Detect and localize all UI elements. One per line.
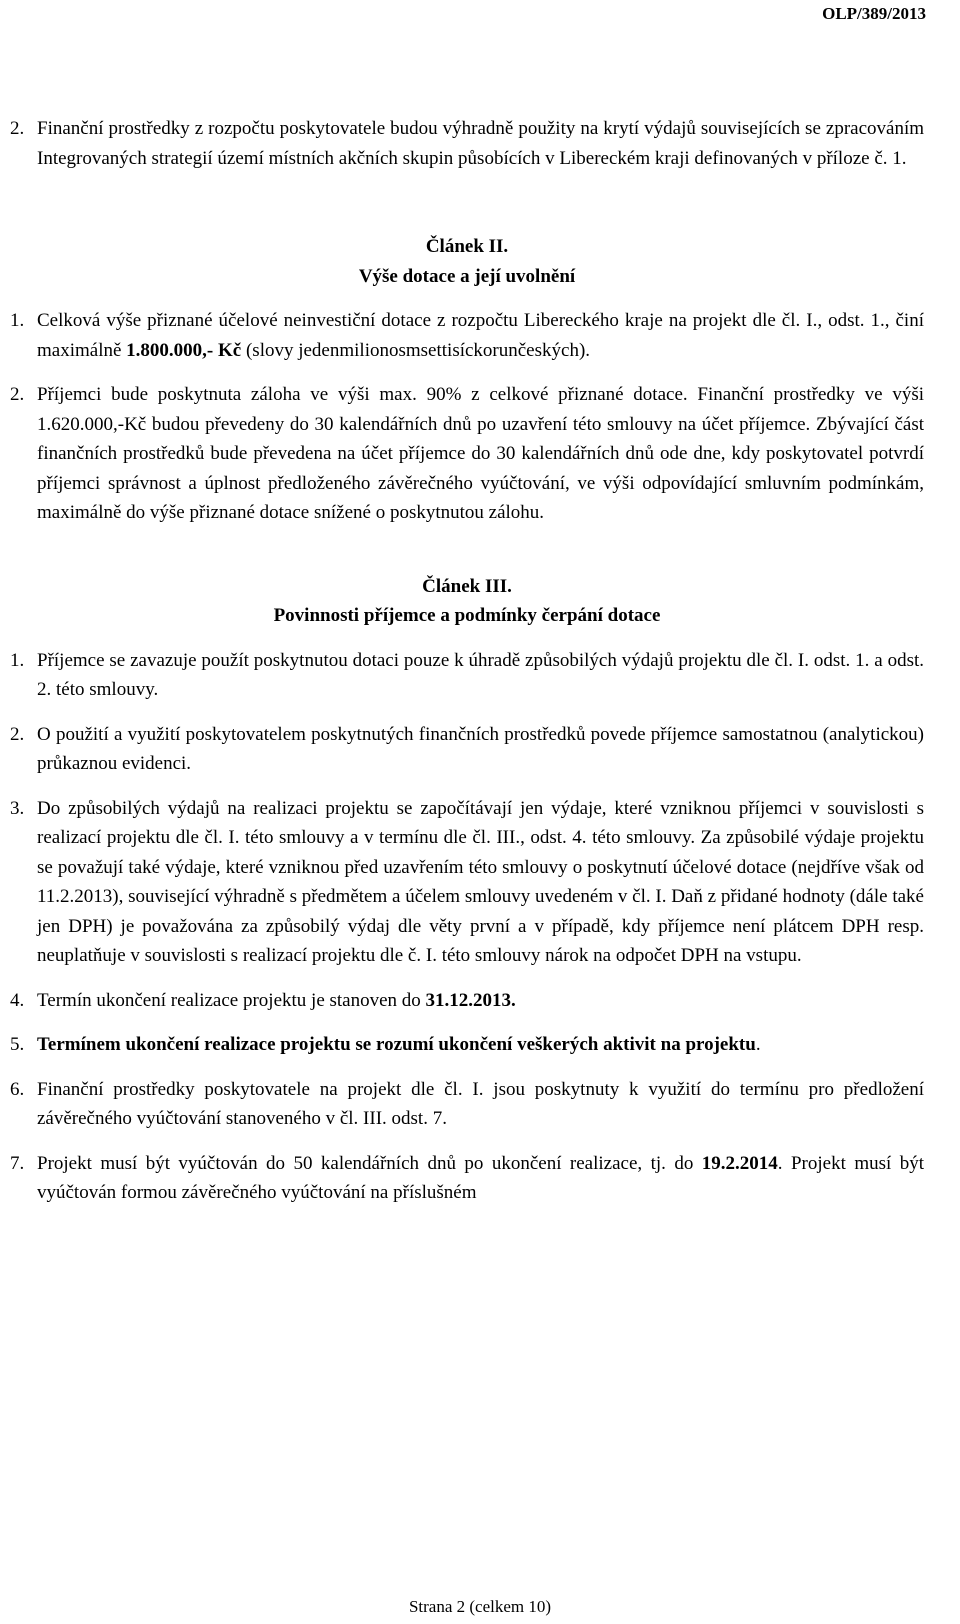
document-body	[10, 114, 924, 1208]
grant-amount: 1.800.000,- Kč	[126, 339, 242, 361]
paragraph-number: 6.	[10, 1078, 25, 1100]
paragraph-text: Příjemci bude poskytnuta záloha ve výši max. 90% z celkové přiznané dotace. Finanční prostředky ve výši 1.620.000,-Kč budou převedeny do 30 kalendářních dnů po uzavření této smlouvy na účet příjemce. Zbývající část finančních prostředků bude převedena na účet příjemce do 30 kalendářních dnů ode dne, kdy poskytovatel potvrdí příjemci správnost a úplnost předloženého závěrečného vyúčtování, ve výši odpovídající smluvním podmínkám, maximálně do výše přiznané dotace snížené o poskytnutou zálohu.	[37, 384, 924, 523]
article-3-title: Článek III.	[422, 575, 512, 597]
paragraph-number: 1.	[10, 310, 25, 331]
paragraph-number: 2.	[10, 384, 25, 405]
article-3-paragraph-6	[10, 1075, 924, 1134]
article-3-paragraph-2	[10, 720, 924, 779]
paragraph-text-bold: Termínem ukončení realizace projektu se rozumí ukončení veškerých aktivit na projektu	[37, 1034, 756, 1055]
article-3-paragraph-3	[10, 794, 924, 971]
article-3-paragraph-1	[10, 646, 924, 705]
settlement-date: 19.2.2014	[701, 1152, 778, 1174]
paragraph-number: 4.	[10, 989, 25, 1011]
article-3-subtitle: Povinnosti příjemce a podmínky čerpání dotace	[273, 605, 661, 626]
paragraph-text: Projekt musí být vyúčtován do 50 kalendářních dnů po ukončení realizace, tj. do	[37, 1152, 702, 1174]
end-date: 31.12.2013.	[425, 989, 516, 1011]
paragraph-text: Finanční prostředky poskytovatele na projekt dle čl. I. jsou poskytnuty k využití do termínu pro předložení závěrečného vyúčtování stanoveného v čl. III. odst. 7.	[37, 1078, 924, 1129]
paragraph-text: O použití a využití poskytovatelem poskytnutých finančních prostředků povede příjemce samostatnou (analytickou) průkaznou evidenci.	[37, 723, 924, 774]
article-3-paragraph-5	[10, 1030, 924, 1060]
paragraph-text: Celková výše přiznané účelové neinvestiční dotace z rozpočtu Libereckého kraje na projekt dle čl. I., odst. 1., činí maximálně	[37, 310, 924, 361]
intro-paragraph	[10, 114, 924, 173]
article-2-paragraph-2	[10, 380, 924, 528]
document-id: OLP/389/2013	[822, 4, 926, 23]
paragraph-text: Termín ukončení realizace projektu je stanoven do	[37, 989, 426, 1011]
paragraph-text: Do způsobilých výdajů na realizaci projektu se započítávají jen výdaje, které vzniknou příjemci v souvislosti s realizací projektu dle čl. I. této smlouvy a v termínu dle čl. III., odst. 4. této smlouvy. Za způsobilé výdaje projektu se považují také výdaje, které vzniknou před uzavřením této smlouvy o poskytnutí účelové dotace (nejdříve však od 11.2.2013), související výhradně s předmětem a účelem smlouvy uvedeném v čl. I. Daň z přidané hodnoty (dále také jen DPH) je považována za způsobilý výdaj dle věty první a v případě, kdy příjemce není plátcem DPH resp. neuplatňuje v souvislosti s realizací projektu dle č. I. této smlouvy nárok na odpočet DPH na vstupu.	[37, 797, 924, 966]
paragraph-text: Finanční prostředky z rozpočtu poskytovatele budou výhradně použity na krytí výdajů souvisejících se zpracováním Integrovaných strategií území místních akčních skupin působících v Libereckém kraji definovaných v příloze č. 1.	[37, 118, 924, 169]
paragraph-number: 5.	[10, 1034, 25, 1055]
article-3-paragraph-7	[10, 1149, 924, 1208]
article-2-subtitle: Výše dotace a její uvolnění	[358, 265, 576, 287]
paragraph-number: 2.	[10, 723, 25, 745]
article-3-paragraph-4	[10, 986, 924, 1016]
paragraph-tail: .	[755, 1034, 761, 1055]
paragraph-number: 3.	[10, 797, 25, 819]
paragraph-number: 7.	[10, 1152, 25, 1174]
paragraph-number: 2.	[10, 118, 25, 139]
page-footer: Strana 2 (celkem 10)	[408, 1597, 552, 1616]
amount-in-words: (slovy jedenmilionosmsettisíckorunčeských).	[241, 339, 591, 361]
paragraph-number: 1.	[10, 649, 25, 671]
paragraph-text: Příjemce se zavazuje použít poskytnutou dotaci pouze k úhradě způsobilých výdajů projektu dle čl. I. odst. 1. a odst. 2. této smlouvy.	[37, 649, 924, 700]
paragraph-text-continued: . Projekt musí být vyúčtován formou závěrečného vyúčtování na příslušném	[37, 1152, 924, 1203]
article-2-paragraph-1	[10, 306, 924, 365]
article-2-title: Článek II.	[425, 236, 509, 257]
